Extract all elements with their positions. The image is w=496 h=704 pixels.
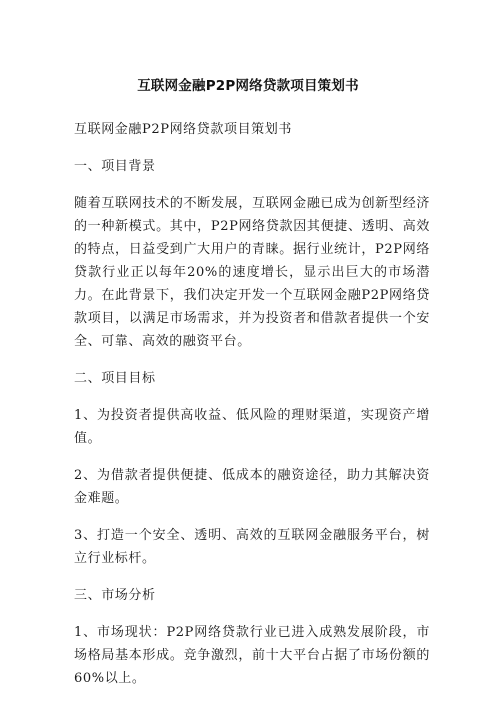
subtitle-paragraph: 互联网金融P2P网络贷款项目策划书 <box>74 122 292 137</box>
document-title: 互联网金融P2P网络贷款项目策划书 <box>137 78 359 94</box>
goal-item-1: 1、为投资者提供高收益、低风险的理财渠道，实现资产增值。 <box>74 408 430 446</box>
section-heading-market: 三、市场分析 <box>74 588 156 603</box>
goal-item-2: 2、为借款者提供便捷、低成本的融资途径，助力其解决资金难题。 <box>74 468 430 506</box>
document-body <box>74 118 430 704</box>
section-heading-background: 一、项目背景 <box>74 159 156 174</box>
background-paragraph: 随着互联网技术的不断发展，互联网金融已成为创新型经济的一种新模式。其中，P2P网络贷款因其便捷、透明、高效的特点，日益受到广大用户的青睐。据行业统计，P2P网络贷款行业正以每年20%的速度增长，显示出巨大的市场潜力。在此背景下，我们决定开发一个互联网金融P2P网络贷款项目，以满足市场需求，并为投资者和借款者提供一个安全、可靠、高效的融资平台。 <box>74 196 430 349</box>
section-heading-goals: 二、项目目标 <box>74 371 156 386</box>
market-item-1: 1、市场现状：P2P网络贷款行业已进入成熟发展阶段，市场格局基本形成。竞争激烈，前十大平台占据了市场份额的60%以上。 <box>74 625 430 686</box>
goal-item-3: 3、打造一个安全、透明、高效的互联网金融服务平台，树立行业标杆。 <box>74 528 430 566</box>
